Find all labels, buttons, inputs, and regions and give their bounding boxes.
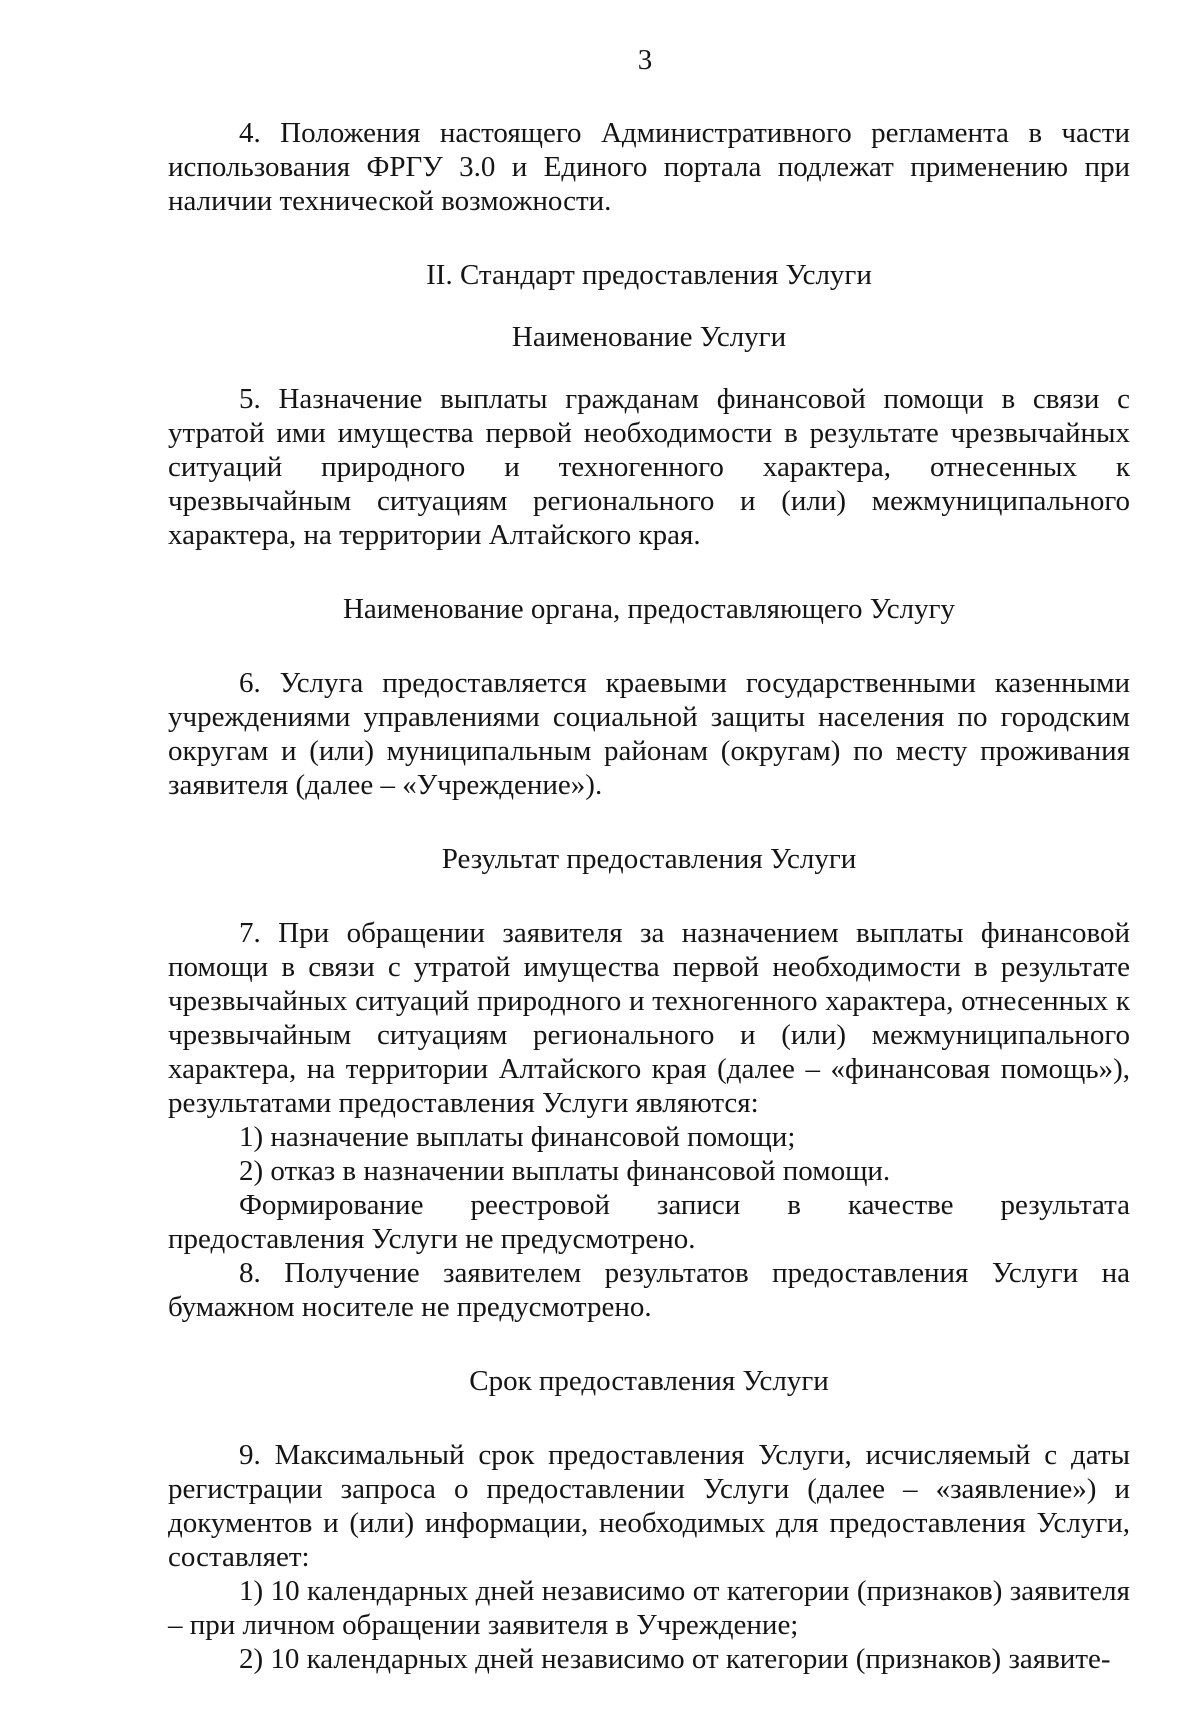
paragraph-9-item-1: 1) 10 календарных дней независимо от категории (признаков) заявителя – при личном обращении заявителя в Учреждение; [168, 1575, 1130, 1641]
paragraph-9: 9. Максимальный срок предоставления Услуги, исчисляемый с даты регистрации запроса о предоставлении Услуги (далее – «заявление») и документов и (или) информации, необходимых для предоставления Услуги, составляет: [168, 1439, 1130, 1573]
section-title-authority: Наименование органа, предоставляющего Услугу [342, 593, 956, 625]
paragraph-7: 7. При обращении заявителя за назначением выплаты финансовой помощи в связи с утратой имущества первой необходимости в результате чрезвычайных ситуаций природного и техногенного характера, отнесенных к чрезвычайным ситуациям регионального и (или) межмуниципального характера, на территории Алтайского края (далее – «финансовая помощь»), результатами предоставления Услуги являются: [168, 917, 1130, 1119]
section-title-term: Срок предоставления Услуги [469, 1365, 829, 1397]
paragraph-9-item-2: 2) 10 календарных дней независимо от категории (признаков) заявите- [239, 1643, 1111, 1675]
page-number: 3 [637, 44, 653, 76]
document-body [168, 116, 1130, 1676]
paragraph-7-registry: Формирование реестровой записи в качестве результата предоставления Услуги не предусмотрено. [168, 1189, 1130, 1255]
section-title-result: Результат предоставления Услуги [441, 843, 857, 875]
section-title-standard: II. Стандарт предоставления Услуги [426, 259, 872, 291]
paragraph-5: 5. Назначение выплаты гражданам финансовой помощи в связи с утратой ими имущества первой необходимости в результате чрезвычайных ситуаций природного и техногенного характера, отнесенных к чрезвычайным ситуациям регионального и (или) межмуниципального характера, на территории Алтайского края. [168, 383, 1130, 551]
section-title-service-name: Наименование Услуги [511, 321, 787, 353]
paragraph-6: 6. Услуга предоставляется краевыми государственными казенными учреждениями управлениями социальной защиты населения по городским округам и (или) муниципальным районам (округам) по месту проживания заявителя (далее – «Учреждение»). [168, 667, 1130, 801]
paragraph-8: 8. Получение заявителем результатов предоставления Услуги на бумажном носителе не предусмотрено. [168, 1257, 1130, 1323]
paragraph-7-item-2: 2) отказ в назначении выплаты финансовой помощи. [239, 1155, 891, 1187]
paragraph-7-item-1: 1) назначение выплаты финансовой помощи; [239, 1121, 796, 1153]
paragraph-4: 4. Положения настоящего Административного регламента в части использования ФРГУ 3.0 и Единого портала подлежат применению при наличии технической возможности. [168, 117, 1130, 217]
